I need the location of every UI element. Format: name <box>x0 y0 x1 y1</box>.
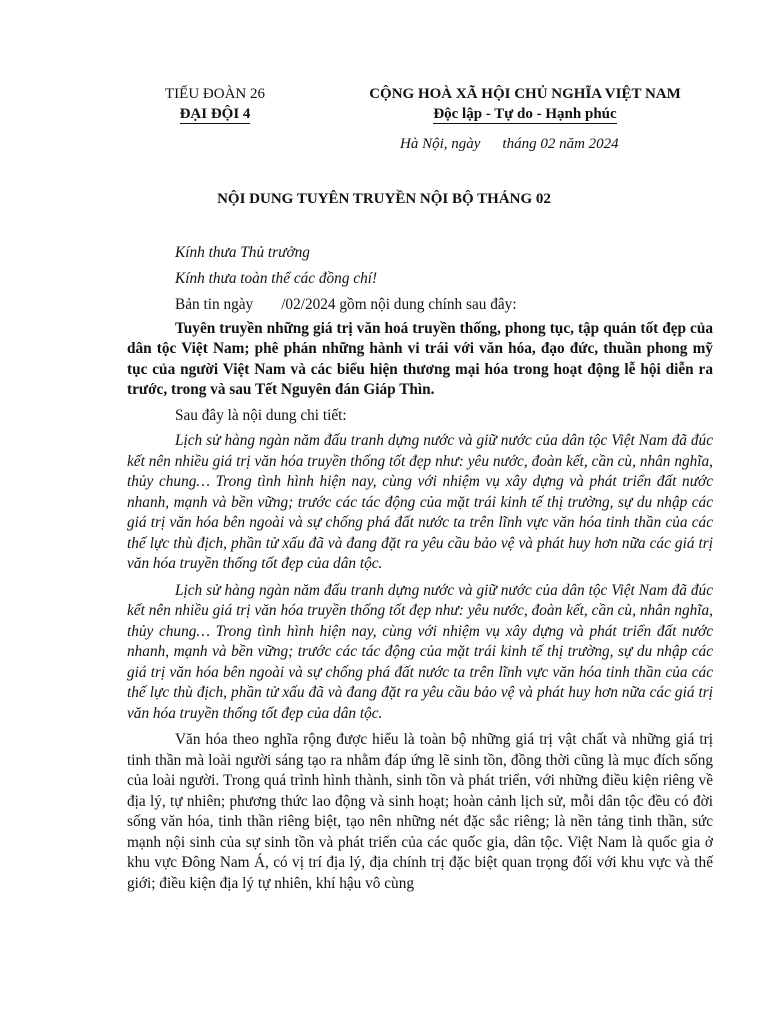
document-body <box>127 240 713 894</box>
bulletin-intro <box>127 295 713 316</box>
national-header <box>330 84 720 124</box>
greeting-commander: Kính thưa Thủ trưởng <box>175 244 310 261</box>
intro-suffix: /02/2024 gồm nội dung chính sau đây: <box>281 296 517 313</box>
intro-prefix: Bản tin ngày <box>175 296 254 313</box>
date-rest: tháng 02 năm 2024 <box>502 136 619 152</box>
detail-intro: Sau đây là nội dung chi tiết: <box>175 406 347 424</box>
unit-header <box>130 84 300 124</box>
battalion-name: TIỂU ĐOÀN 26 <box>165 86 265 102</box>
lead-paragraph: Tuyên truyền những giá trị văn hoá truyền thống, phong tục, tập quán tốt đẹp của dân tộc Việt Nam; phê phán những hành vi trái với văn hóa, đạo đức, thuần phong mỹ tục của người Việt Nam và các biểu hiện thương mại hóa trong hoạt động lễ hội diễn ra trước, trong và sau Tết Nguyên đán Giáp Thìn. <box>127 319 713 398</box>
document-title: NỘI DUNG TUYÊN TRUYỀN NỘI BỘ THÁNG 02 <box>217 191 551 207</box>
body-paragraph-3: Văn hóa theo nghĩa rộng được hiểu là toàn bộ những giá trị vật chất và những giá trị tinh thần mà loài người sáng tạo ra nhằm đáp ứng lẽ sinh tồn, đồng thời cũng là mục đích sống của loài người. Trong quá trình hình thành, sinh tồn và phát triển, với những điều kiện riêng về địa lý, tự nhiên; phương thức lao động và sinh hoạt; hoàn cảnh lịch sử, mỗi dân tộc đều có đời sống văn hóa, tinh thần riêng biệt, tạo nên những nét đặc sắc riêng; là nền tảng tinh thần, sức mạnh nội sinh của sự sinh tồn và phát triển của các quốc gia, dân tộc. Việt Nam là quốc gia ở khu vực Đông Nam Á, có vị trí địa lý, địa chính trị đặc biệt quan trọng đối với khu vực và thế giới; điều kiện địa lý tự nhiên, khí hậu vô cùng <box>127 731 713 892</box>
national-motto: Độc lập - Tự do - Hạnh phúc <box>433 106 617 122</box>
date-place: Hà Nội, ngày <box>400 136 481 152</box>
greeting-comrades: Kính thưa toàn thể các đồng chí! <box>175 270 378 287</box>
national-title: CỘNG HOÀ XÃ HỘI CHỦ NGHĨA VIỆT NAM <box>369 86 681 102</box>
body-paragraph-1: Lịch sử hàng ngàn năm đấu tranh dựng nước và giữ nước của dân tộc Việt Nam đã đúc kết nên nhiều giá trị văn hóa truyền thống tốt đẹp như: yêu nước, đoàn kết, cần cù, nhân nghĩa, thủy chung… Trong tình hình hiện nay, cùng với nhiệm vụ xây dựng và phát triển đất nước nhanh, mạnh và bền vững; trước các tác động của mặt trái kinh tế thị trường, sự du nhập các giá trị văn hóa bên ngoài và sự chống phá đất nước ta trên lĩnh vực văn hóa tinh thần của các thế lực thù địch, phần tử xấu đã và đang đặt ra yêu cầu bảo vệ và phát huy hơn nữa các giá trị văn hóa truyền thống tốt đẹp của dân tộc. <box>127 432 713 572</box>
date-line <box>400 136 619 153</box>
company-name: ĐẠI ĐỘI 4 <box>179 106 251 122</box>
body-paragraph-2: Lịch sử hàng ngàn năm đấu tranh dựng nước và giữ nước của dân tộc Việt Nam đã đúc kết nên nhiều giá trị văn hóa truyền thống tốt đẹp như: yêu nước, đoàn kết, cần cù, nhân nghĩa, thủy chung… Trong tình hình hiện nay, cùng với nhiệm vụ xây dựng và phát triển đất nước nhanh, mạnh và bền vững; trước các tác động của mặt trái kinh tế thị trường, sự du nhập các giá trị văn hóa bên ngoài và sự chống phá đất nước ta trên lĩnh vực văn hóa tinh thần của các thế lực thù địch, phần tử xấu đã và đang đặt ra yêu cầu bảo vệ và phát huy hơn nữa các giá trị văn hóa truyền thống tốt đẹp của dân tộc. <box>127 581 713 722</box>
